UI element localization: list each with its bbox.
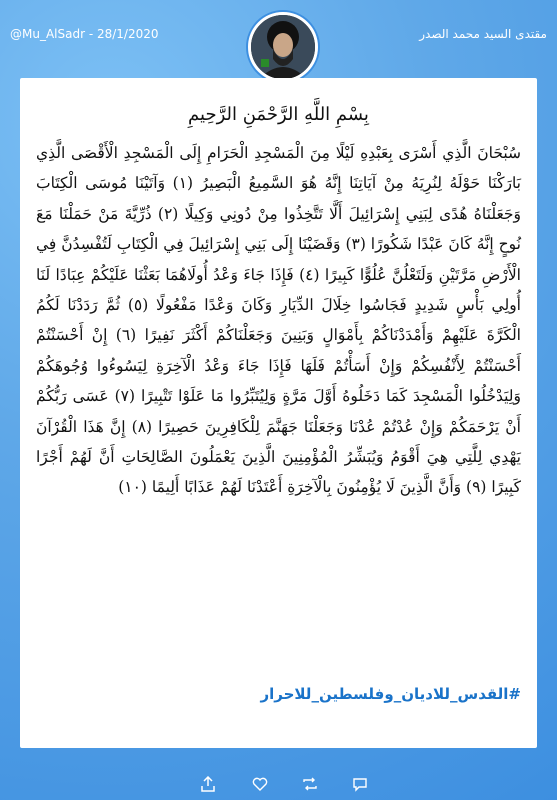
- verses-text: سُبْحَانَ الَّذِي أَسْرَى بِعَبْدِهِ لَيْلًا مِنَ الْمَسْجِدِ الْحَرَامِ إِلَى الْمَسْجِدِ الْأَقْصَى الَّذِي بَارَكْنَا حَوْلَهُ لِنُرِيَهُ مِنْ آيَاتِنَا إِنَّهُ هُوَ السَّمِيعُ الْبَصِيرُ (١) وَآتَيْنَا مُوسَى الْكِتَابَ وَجَعَلْنَاهُ هُدًى لِبَنِي إِسْرَائِيلَ أَلَّا تَتَّخِذُوا مِنْ دُونِي وَكِيلًا (٢) ذُرِّيَّةَ مَنْ حَمَلْنَا مَعَ نُوحٍ إِنَّهُ كَانَ عَبْدًا شَكُورًا (٣) وَقَضَيْنَا إِلَى بَنِي إِسْرَائِيلَ فِي الْكِتَابِ لَتُفْسِدُنَّ فِي الْأَرْضِ مَرَّتَيْنِ وَلَتَعْلُنَّ عُلُوًّا كَبِيرًا (٤) فَإِذَا جَاءَ وَعْدُ أُولَاهُمَا بَعَثْنَا عَلَيْكُمْ عِبَادًا لَنَا أُولِي بَأْسٍ شَدِيدٍ فَجَاسُوا خِلَالَ الدِّيَارِ وَكَانَ وَعْدًا مَفْعُولًا (٥) ثُمَّ رَدَدْنَا لَكُمُ الْكَرَّةَ عَلَيْهِمْ وَأَمْدَدْنَاكُمْ بِأَمْوَالٍ وَبَنِينَ وَجَعَلْنَاكُمْ أَكْثَرَ نَفِيرًا (٦) إِنْ أَحْسَنْتُمْ أَحْسَنْتُمْ لِأَنْفُسِكُمْ وَإِنْ أَسَأْتُمْ فَلَهَا فَإِذَا جَاءَ وَعْدُ الْآخِرَةِ لِيَسُوءُوا وُجُوهَكُمْ وَلِيَدْخُلُوا الْمَسْجِدَ كَمَا دَخَلُوهُ أَوَّلَ مَرَّةٍ وَلِيُتَبِّرُوا مَا عَلَوْا تَتْبِيرًا (٧) عَسَى رَبُّكُمْ أَنْ يَرْحَمَكُمْ وَإِنْ عُدْتُمْ عُدْنَا وَجَعَلْنَا جَهَنَّمَ لِلْكَافِرِينَ حَصِيرًا (٨) إِنَّ هَذَا الْقُرْآنَ يَهْدِي لِلَّتِي هِيَ أَقْوَمُ وَيُبَشِّرُ الْمُؤْمِنِينَ الَّذِينَ يَعْمَلُونَ الصَّالِحَاتِ أَنَّ لَهُمْ أَجْرًا كَبِيرًا (٩) وَأَنَّ الَّذِينَ لَا يُؤْمِنُونَ بِالْآخِرَةِ أَعْتَدْنَا لَهُمْ عَذَابًا أَلِيمًا (١٠): [36, 144, 522, 497]
- avatar[interactable]: [248, 12, 318, 82]
- basmala-heading: بِسْمِ اللَّهِ الرَّحْمَنِ الرَّحِيمِ: [188, 104, 369, 125]
- avatar-portrait-icon: [251, 15, 315, 79]
- user-handle-date[interactable]: @Mu_AlSadr - 28/1/2020: [10, 27, 159, 41]
- like-icon[interactable]: [252, 776, 268, 792]
- post-card: [20, 78, 537, 748]
- user-display-name[interactable]: مقتدى السيد محمد الصدر: [419, 27, 547, 41]
- hashtag-link[interactable]: #القدس_للاديان_وفلسطين_للاحرار: [260, 685, 521, 703]
- retweet-icon[interactable]: [302, 776, 318, 792]
- reply-icon[interactable]: [352, 776, 368, 792]
- tweet-actions: [0, 770, 557, 800]
- share-icon[interactable]: [200, 776, 216, 792]
